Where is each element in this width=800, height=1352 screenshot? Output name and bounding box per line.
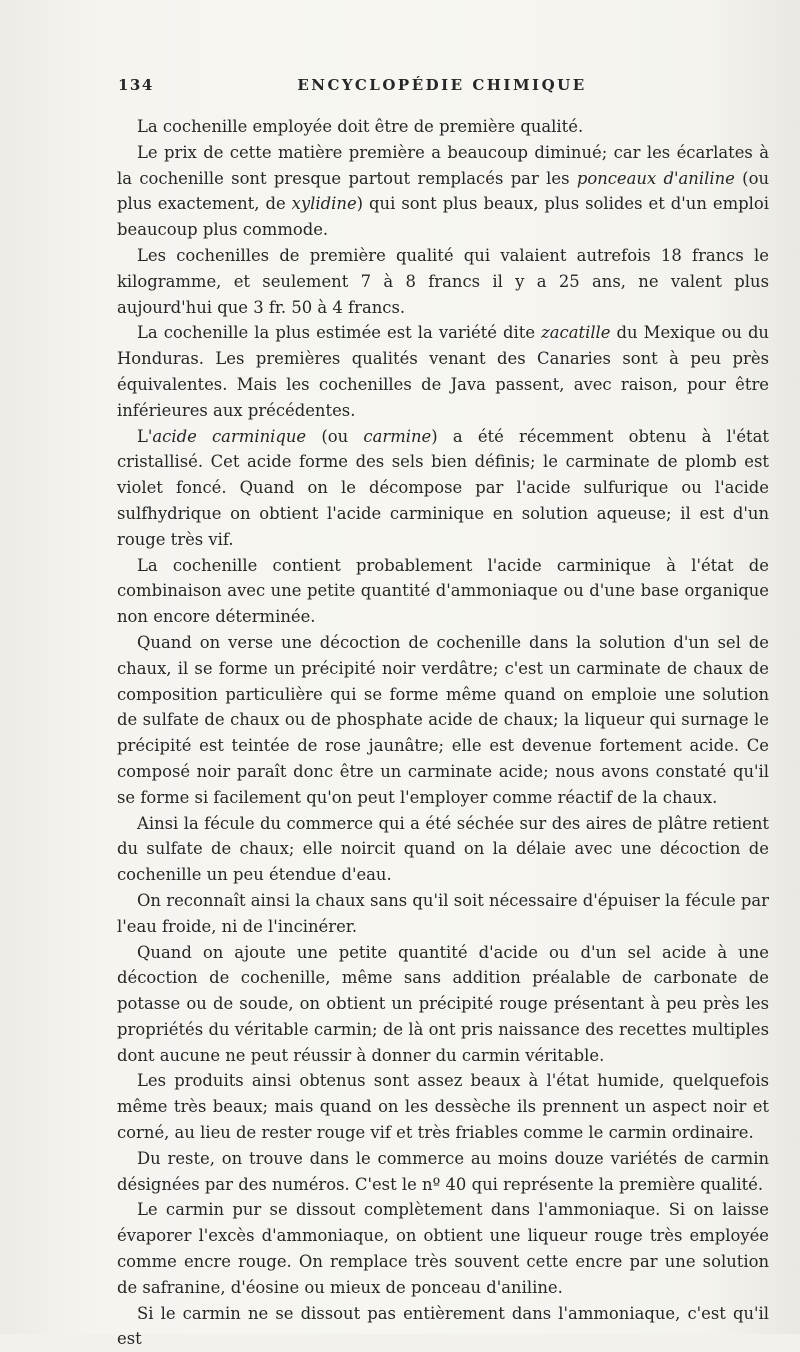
paragraph-text: Les cochenilles de première qualité qui valaient autrefois 18 francs le kilogramme, et seulement 7 à 8 francs il y a 25 ans, ne valent plus aujourd'hui que 3 fr. 50 à 4 francs.	[117, 245, 769, 317]
italic-term: acide carminique	[152, 426, 307, 446]
paragraph-text: La cochenille employée doit être de première qualité.	[137, 117, 584, 136]
paragraph-10	[117, 940, 769, 1069]
text-segment: La cochenille la plus estimée est la variété dite	[137, 323, 542, 343]
paragraph-text: Quand on verse une décoction de cochenille dans la solution d'un sel de chaux, il se forme un précipité noir verdâtre; c'est un carminate de chaux de composition particulière qui se forme même quand on emploie une solution de sulfate de chaux ou de phosphate acide de chaux; la liqueur qui surnage le précipité est teintée de rose jaunâtre; elle est devenue fortement acide. Ce composé noir paraît donc être un carminate acide; nous avons constaté qu'il se forme si facilement qu'on peut l'employer comme réactif de la chaux.	[117, 632, 769, 807]
text-segment: ) qui sont plus beaux, plus solides et d'un emploi beaucoup plus commode.	[117, 194, 769, 240]
text-segment: (ou plus exactement, de	[117, 168, 770, 214]
paragraph-6	[117, 553, 769, 630]
paragraph-12	[117, 1146, 769, 1198]
page-header	[118, 76, 766, 104]
paragraph-1	[117, 114, 769, 140]
body-text	[117, 114, 769, 1352]
italic-term: xylidine	[291, 194, 357, 214]
running-title: ENCYCLOPÉDIE CHIMIQUE	[297, 76, 587, 94]
text-segment: du Mexique ou du Honduras. Les premières qualités venant des Canaries sont à peu près équivalentes. Mais les cochenilles de Java passent, avec raison, pour être inférieures aux précédentes.	[117, 323, 769, 420]
italic-term: carmine	[363, 426, 432, 446]
paragraph-text: La cochenille contient probablement l'acide carminique à l'état de combinaison avec une petite quantité d'ammoniaque ou d'une base organique non encore déterminée.	[117, 555, 769, 627]
paragraph-13	[117, 1197, 769, 1300]
page-number: 134	[118, 76, 154, 94]
paragraph-9	[117, 888, 769, 940]
text-segment: ) a été récemment obtenu à l'état cristallisé. Cet acide forme des sels bien définis; le carminate de plomb est violet foncé. Quand on le décompose par l'acide sulfurique ou l'acide sulfhydrique on obtient l'acide carminique en solution aqueuse; il est d'un rouge très vif.	[117, 426, 769, 549]
paragraph-text: Les produits ainsi obtenus sont assez beaux à l'état humide, quelquefois même très beaux; mais quand on les dessèche ils prennent un aspect noir et corné, au lieu de rester rouge vif et très friables comme le carmin ordinaire.	[117, 1071, 769, 1143]
paragraph-text: Du reste, on trouve dans le commerce au moins douze variétés de carmin désignées par des numéros. C'est le nº 40 qui représente la première qualité.	[117, 1148, 769, 1194]
text-segment: Le prix de cette matière première a beaucoup diminué; car les écarlates à la cochenille sont presque partout remplacés par les	[117, 142, 769, 188]
paragraph-8	[117, 811, 769, 888]
paragraph-3	[117, 243, 769, 320]
paragraph-text: Le carmin pur se dissout complètement dans l'ammoniaque. Si on laisse évaporer l'excès d'ammoniaque, on obtient une liqueur rouge très employée comme encre rouge. On remplace très souvent cette encre par une solution de safranine, d'éosine ou mieux de ponceau d'aniline.	[117, 1200, 769, 1297]
paragraph-text: On reconnaît ainsi la chaux sans qu'il soit nécessaire d'épuiser la fécule par l'eau froide, ni de l'incinérer.	[117, 890, 769, 936]
text-segment: (ou	[306, 426, 364, 446]
text-segment: L'	[137, 426, 153, 446]
paragraph-11	[117, 1068, 769, 1145]
paragraph-7	[117, 630, 769, 811]
paragraph-text: Ainsi la fécule du commerce qui a été séchée sur des aires de plâtre retient du sulfate de chaux; elle noircit quand on la délaie avec une décoction de cochenille un peu étendue d'eau.	[117, 813, 769, 885]
paragraph-14	[117, 1301, 769, 1352]
paragraph-2	[117, 140, 769, 243]
paragraph-text: Si le carmin ne se dissout pas entièrement dans l'ammoniaque, c'est qu'il est	[117, 1303, 769, 1349]
paragraph-4	[117, 320, 769, 423]
paragraph-5	[117, 424, 769, 553]
paragraph-text: Quand on ajoute une petite quantité d'acide ou d'un sel acide à une décoction de cochenille, même sans addition préalable de carbonate de potasse ou de soude, on obtient un précipité rouge présentant à peu près les propriétés du véritable carmin; de là ont pris naissance des recettes multiples dont aucune ne peut réussir à donner du carmin véritable.	[117, 942, 769, 1065]
italic-term: zacatille	[541, 323, 611, 343]
italic-term: ponceaux d'aniline	[576, 168, 735, 188]
